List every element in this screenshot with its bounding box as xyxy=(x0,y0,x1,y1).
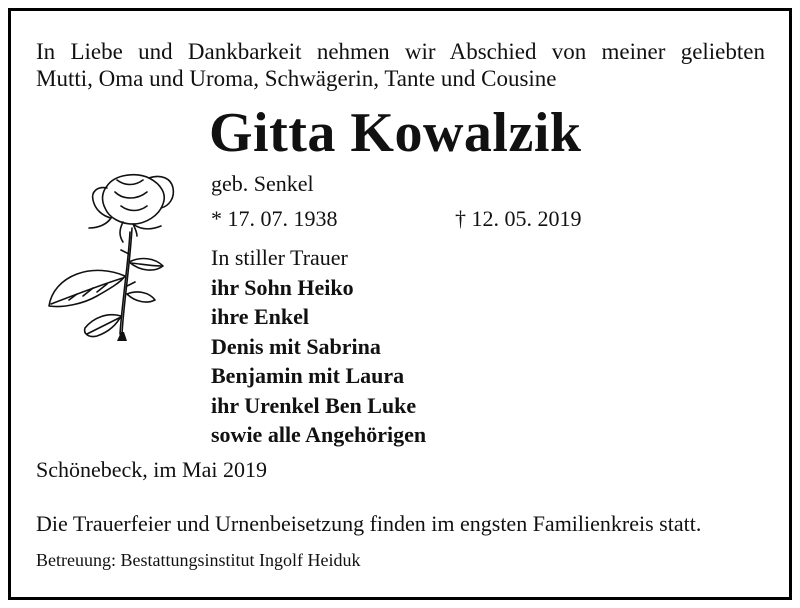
mourning-heading: In stiller Trauer xyxy=(211,245,348,270)
intro-line-1: In Liebe und Dankbarkeit nehmen wir Abschied von meiner geliebten xyxy=(36,39,765,64)
intro-text xyxy=(36,38,765,92)
mourner-line: Denis mit Sabrina xyxy=(211,333,381,359)
mourners-list xyxy=(211,243,426,450)
mourner-line: ihre Enkel xyxy=(211,304,310,329)
mourner-line: ihr Sohn Heiko xyxy=(211,274,354,300)
place-date: Schönebeck, im Mai 2019 xyxy=(36,457,267,482)
birth-date: * 17. 07. 1938 xyxy=(211,206,338,231)
undertaker-note: Betreuung: Bestattungsinstitut Ingolf Heiduk xyxy=(36,550,361,570)
death-date: † 12. 05. 2019 xyxy=(455,206,582,231)
mourner-line: sowie alle Angehörigen xyxy=(211,422,427,447)
rose-icon xyxy=(37,166,197,341)
obituary-notice xyxy=(8,8,792,600)
mourner-line: ihr Urenkel Ben Luke xyxy=(211,392,417,418)
intro-line-2: Mutti, Oma und Uroma, Schwägerin, Tante und Cousine xyxy=(36,66,557,91)
ceremony-note: Die Trauerfeier und Urnenbeisetzung finden im engsten Familienkreis statt. xyxy=(36,511,702,536)
deceased-name: Gitta Kowalzik xyxy=(209,102,582,164)
birth-name: geb. Senkel xyxy=(211,171,314,196)
mourner-line: Benjamin mit Laura xyxy=(211,363,405,388)
